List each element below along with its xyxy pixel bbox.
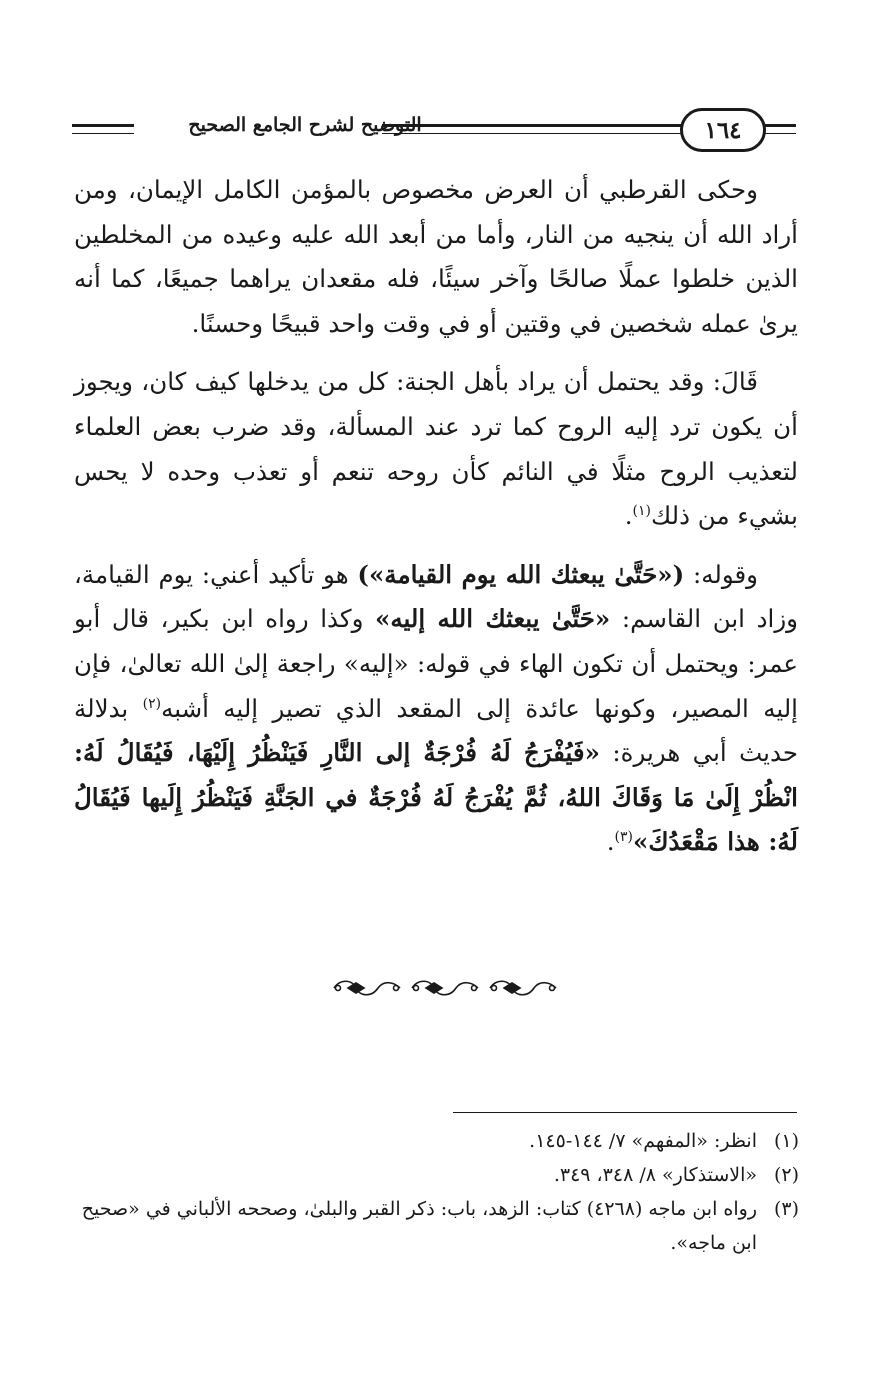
paragraph-2: قَالَ: وقد يحتمل أن يراد بأهل الجنة: كل من يدخلها كيف كان، ويجوز أن يكون ترد إليه الروح كما ترد عند المسألة، وقد ضرب بعض العلماء لتعذيب الروح مثلًا في النائم كأن روحه تنعم أو تعذب وحده لا يحس بشيء من ذلك$^{(١)}$. <box>74 367 798 531</box>
main-text <box>74 168 798 879</box>
footnote-text: «الاستذكار» ٨/ ٣٤٨، ٣٤٩. <box>553 1164 757 1186</box>
p3-end: . <box>606 827 615 857</box>
paragraph-3 <box>74 553 798 865</box>
p3-text-3: وكذا رواه ابن بكير، قال أبو عمر: ويحتمل أن تكون الهاء في قوله: «إليه» راجعة إلىٰ الله تعالىٰ، فإن إليه المصير، وكونها عائدة إلى المقعد الذي تصير إليه أشبه <box>74 604 798 723</box>
paragraph-2-text: قَالَ: وقد يحتمل أن يراد بأهل الجنة: كل من يدخلها كيف كان، ويجوز أن يكون ترد إليه الروح كما ترد عند المسألة، وقد ضرب بعض العلماء لتعذيب الروح مثلًا في النائم كأن روحه تنعم أو تعذب وحده لا يحس بشيء من ذلك <box>74 367 798 531</box>
header-rule-right <box>764 124 796 134</box>
footnote-number: (٢) <box>773 1164 799 1186</box>
footnote-text: انظر: «المفهم» ٧/ ١٤٤-١٤٥. <box>529 1130 757 1152</box>
footnote-separator <box>453 1112 797 1113</box>
floral-divider-icon <box>330 975 560 1001</box>
p3-text-4: بدلالة حديث أبي هريرة: <box>74 693 798 768</box>
footnote-2 <box>79 1158 799 1192</box>
footnote-ref-2: (٢) <box>142 695 162 712</box>
running-title: التوضيح لشرح الجامع الصحيح <box>188 114 422 136</box>
p3-quote-1: («حَتَّىٰ يبعثك الله يوم القيامة») <box>357 559 685 589</box>
p3-text-2: هو تأكيد أعني: يوم القيامة، وزاد ابن القاسم: <box>74 559 798 634</box>
footnote-number: (٣) <box>773 1198 799 1220</box>
footnotes <box>79 1124 799 1260</box>
ornament-motif-1 <box>334 981 400 995</box>
ornament-motif-3 <box>490 981 556 995</box>
footnote-3 <box>79 1192 799 1260</box>
footnote-ref-3: (٣) <box>614 829 633 846</box>
paragraph-1: وحكى القرطبي أن العرض مخصوص بالمؤمن الكامل الإيمان، ومن أراد الله أن ينجيه من النار، وأما من أبعد الله عليه وعيده من المخلطين الذين خلطوا عملًا صالحًا وآخر سيئًا، فله مقعدان يراهما جميعًا، كما أنه يرىٰ عمله شخصين في وقتين أو في وقت واحد قبيحًا وحسنًا. <box>74 175 798 338</box>
page-number: ١٦٤ <box>680 108 766 152</box>
footnote-ref-1: (١) <box>632 503 651 519</box>
footnote-number: (١) <box>773 1130 799 1152</box>
p3-lead: وقوله: <box>684 559 759 589</box>
footnote-1 <box>79 1124 799 1158</box>
ornament-motif-2 <box>412 981 478 995</box>
footnote-text: رواه ابن ماجه (٤٢٦٨) كتاب: الزهد، باب: ذكر القبر والبلىٰ، وصححه الألباني في «صحيح ابن ماجه». <box>81 1198 757 1254</box>
p3-quote-2: «حَتَّىٰ يبعثك الله إليه» <box>375 604 611 634</box>
header-rule-left <box>72 124 134 134</box>
page-header <box>72 108 796 154</box>
header-rule-middle <box>382 124 686 134</box>
p3-hadith-quote: «فَيُفْرَجُ لَهُ فُرْجَةٌ إلى النَّارِ فَيَنْظُرُ إِلَيْهَا، فَيُقَالُ لَهُ: انْظُرْ إِلَىٰ مَا وَقَاكَ اللهُ، ثُمَّ يُفْرَجُ لَهُ فُرْجَةٌ في الجَنَّةِ فَيَنْظُرُ إِلَيها فَيُقَالُ لَهُ: هذا مَقْعَدُكَ» <box>74 738 798 857</box>
